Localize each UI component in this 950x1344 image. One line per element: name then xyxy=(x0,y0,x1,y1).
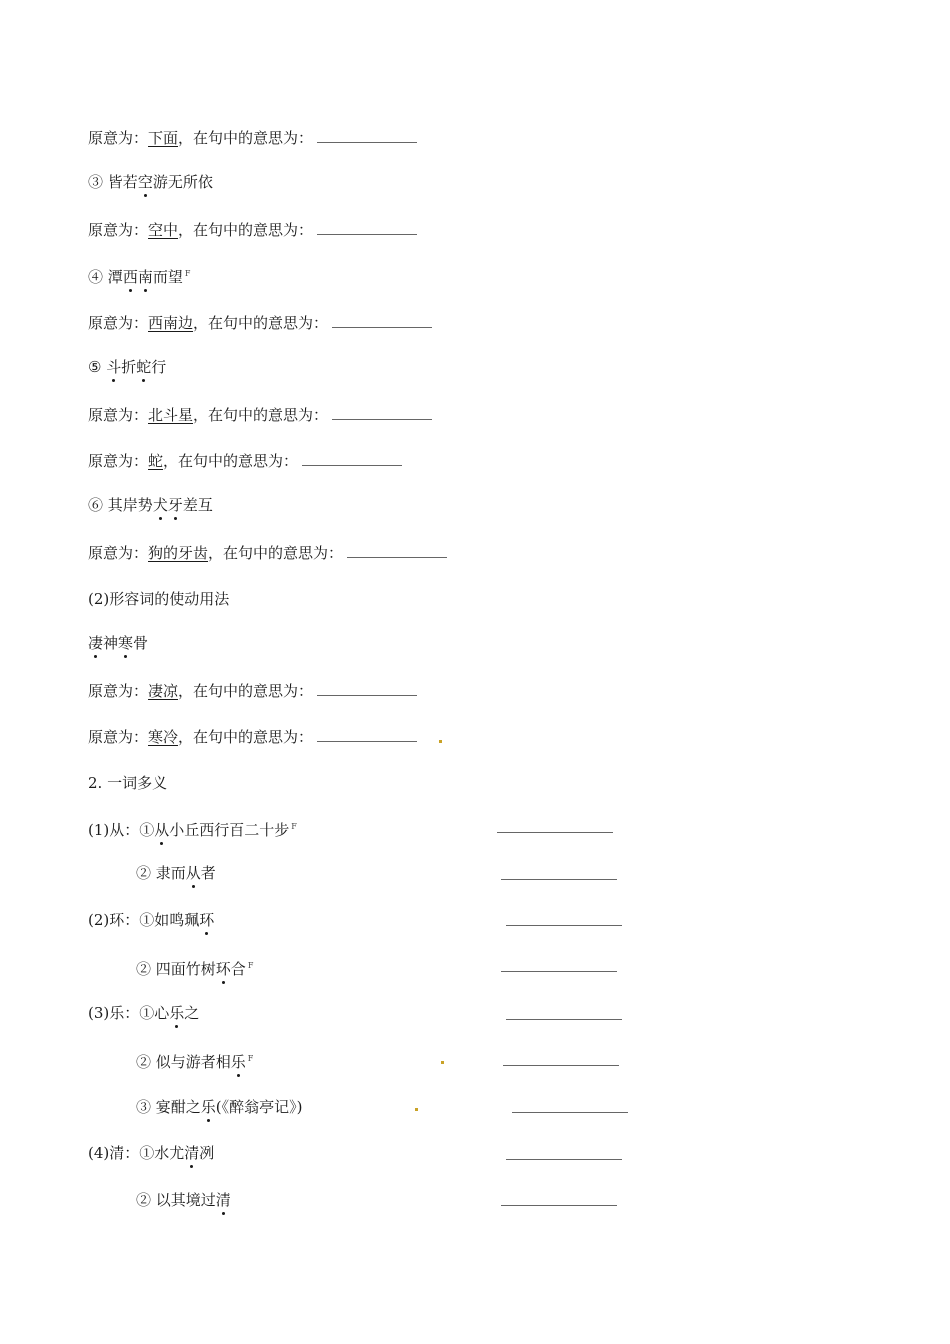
dotted-word: 蛇 xyxy=(136,358,152,376)
section-heading-polysemy: 2. 一词多义 xyxy=(88,774,168,792)
superscript-mark: F xyxy=(247,1054,254,1063)
dotted-word: 乐 xyxy=(169,1004,185,1022)
sentence-6 xyxy=(88,495,213,515)
sentence-4 xyxy=(88,264,190,287)
text: 潭 xyxy=(107,268,123,286)
polysemy-row-8 xyxy=(88,1143,214,1163)
meaning-line-4 xyxy=(88,405,432,425)
text: (1)从：① xyxy=(88,821,155,839)
answer-blank[interactable] xyxy=(501,1205,617,1206)
answer-blank[interactable] xyxy=(497,832,613,833)
text: 差互 xyxy=(182,496,213,514)
text: 骨 xyxy=(133,634,149,652)
dotted-word: 犬 xyxy=(152,496,168,514)
meaning-line-2 xyxy=(88,220,417,240)
sentence-5 xyxy=(88,357,166,377)
text: ② 隶而 xyxy=(136,864,186,882)
polysemy-row-4 xyxy=(136,956,253,979)
label: 原意为： xyxy=(88,406,149,424)
label: 原意为： xyxy=(88,452,149,470)
dotted-word: 西 xyxy=(122,268,138,286)
meaning-line-1 xyxy=(88,128,417,148)
superscript-mark: F xyxy=(247,961,254,970)
polysemy-row-6 xyxy=(136,1049,253,1072)
dotted-word: 南 xyxy=(137,268,153,286)
stray-mark xyxy=(415,1108,418,1111)
meaning-line-6 xyxy=(88,543,447,563)
text: 其岸势 xyxy=(107,496,153,514)
original-meaning: 空中 xyxy=(148,221,179,239)
dotted-word: 乐 xyxy=(230,1053,246,1071)
answer-blank[interactable] xyxy=(302,453,402,466)
text: 之 xyxy=(184,1004,200,1022)
answer-blank[interactable] xyxy=(503,1065,619,1066)
text: 皆若 xyxy=(107,173,138,191)
text: 者 xyxy=(200,864,216,882)
label: 原意为： xyxy=(88,314,149,332)
section-heading-adjective: (2)形容词的使动用法 xyxy=(88,590,230,608)
text: (《醉翁亭记》) xyxy=(215,1098,303,1116)
superscript-mark: F xyxy=(184,269,191,278)
label: ，在句中的意思为： xyxy=(193,406,329,424)
polysemy-row-5 xyxy=(88,1003,199,1023)
label: ，在句中的意思为： xyxy=(208,544,344,562)
dotted-word: 清 xyxy=(215,1191,231,1209)
meaning-line-8 xyxy=(88,727,417,747)
dotted-word: 牙 xyxy=(167,496,183,514)
text: (3)乐：①心 xyxy=(88,1004,170,1022)
text: 而望 xyxy=(152,268,183,286)
dotted-word: 从 xyxy=(154,821,170,839)
polysemy-row-9 xyxy=(136,1190,231,1210)
original-meaning: 凄凉 xyxy=(148,682,179,700)
dotted-word: 斗 xyxy=(106,358,122,376)
stray-mark xyxy=(439,740,442,743)
polysemy-row-3 xyxy=(88,910,214,930)
label: 原意为： xyxy=(88,221,149,239)
label: ，在句中的意思为： xyxy=(178,728,314,746)
answer-blank[interactable] xyxy=(501,971,617,972)
dotted-word: 环 xyxy=(215,960,231,978)
text: 游无所依 xyxy=(152,173,213,191)
text: (2)环：①如鸣珮 xyxy=(88,911,200,929)
sentence-3 xyxy=(88,172,213,192)
dotted-word: 寒 xyxy=(118,634,134,652)
answer-blank[interactable] xyxy=(317,130,417,143)
label: 原意为： xyxy=(88,544,149,562)
original-meaning: 蛇 xyxy=(148,452,164,470)
text: 行 xyxy=(151,358,167,376)
answer-blank[interactable] xyxy=(332,315,432,328)
label: ，在句中的意思为： xyxy=(178,682,314,700)
text: ② 似与游者相 xyxy=(136,1053,231,1071)
meaning-line-7 xyxy=(88,681,417,701)
answer-blank[interactable] xyxy=(317,683,417,696)
answer-blank[interactable] xyxy=(506,1019,622,1020)
sentence-7 xyxy=(88,633,148,653)
text: ② 以其境过 xyxy=(136,1191,216,1209)
dotted-word: 空 xyxy=(137,173,153,191)
label: ，在句中的意思为： xyxy=(178,221,314,239)
answer-blank[interactable] xyxy=(317,729,417,742)
dotted-word: 凄 xyxy=(88,634,104,652)
item-number: ③ xyxy=(88,173,104,191)
superscript-mark: F xyxy=(291,822,297,831)
original-meaning: 狗的牙齿 xyxy=(148,544,209,562)
text: 冽 xyxy=(199,1144,215,1162)
text: 折 xyxy=(121,358,137,376)
original-meaning: 下面 xyxy=(148,129,179,147)
text: ③ 宴酣之 xyxy=(136,1098,201,1116)
polysemy-row-2 xyxy=(136,863,216,883)
item-number: ④ xyxy=(88,268,104,286)
polysemy-row-7 xyxy=(136,1097,303,1117)
text: 合 xyxy=(230,960,246,978)
label: ，在句中的意思为： xyxy=(163,452,299,470)
dotted-word: 环 xyxy=(199,911,215,929)
answer-blank[interactable] xyxy=(501,879,617,880)
meaning-line-3 xyxy=(88,313,432,333)
item-number: ⑥ xyxy=(88,496,104,514)
label: 原意为： xyxy=(88,682,149,700)
original-meaning: 北斗星 xyxy=(148,406,194,424)
label: 原意为： xyxy=(88,129,149,147)
dotted-word: 从 xyxy=(185,864,201,882)
answer-blank[interactable] xyxy=(506,1159,622,1160)
answer-blank[interactable] xyxy=(512,1112,628,1113)
answer-blank[interactable] xyxy=(332,407,432,420)
original-meaning: 寒冷 xyxy=(148,728,179,746)
text: ② 四面竹树 xyxy=(136,960,216,978)
text: (4)清：①水尤 xyxy=(88,1144,185,1162)
dotted-word: 乐 xyxy=(200,1098,216,1116)
meaning-line-5 xyxy=(88,451,402,471)
text: 小丘西行百二十步 xyxy=(169,821,290,839)
item-number: ⑤ xyxy=(88,358,102,376)
original-meaning: 西南边 xyxy=(148,314,194,332)
dotted-word: 清 xyxy=(184,1144,200,1162)
answer-blank[interactable] xyxy=(506,925,622,926)
text: 神 xyxy=(103,634,119,652)
polysemy-row-1 xyxy=(88,817,297,840)
answer-blank[interactable] xyxy=(317,222,417,235)
label: 原意为： xyxy=(88,728,149,746)
stray-mark xyxy=(441,1061,444,1064)
answer-blank[interactable] xyxy=(347,545,447,558)
label: ，在句中的意思为： xyxy=(193,314,329,332)
label: ，在句中的意思为： xyxy=(178,129,314,147)
